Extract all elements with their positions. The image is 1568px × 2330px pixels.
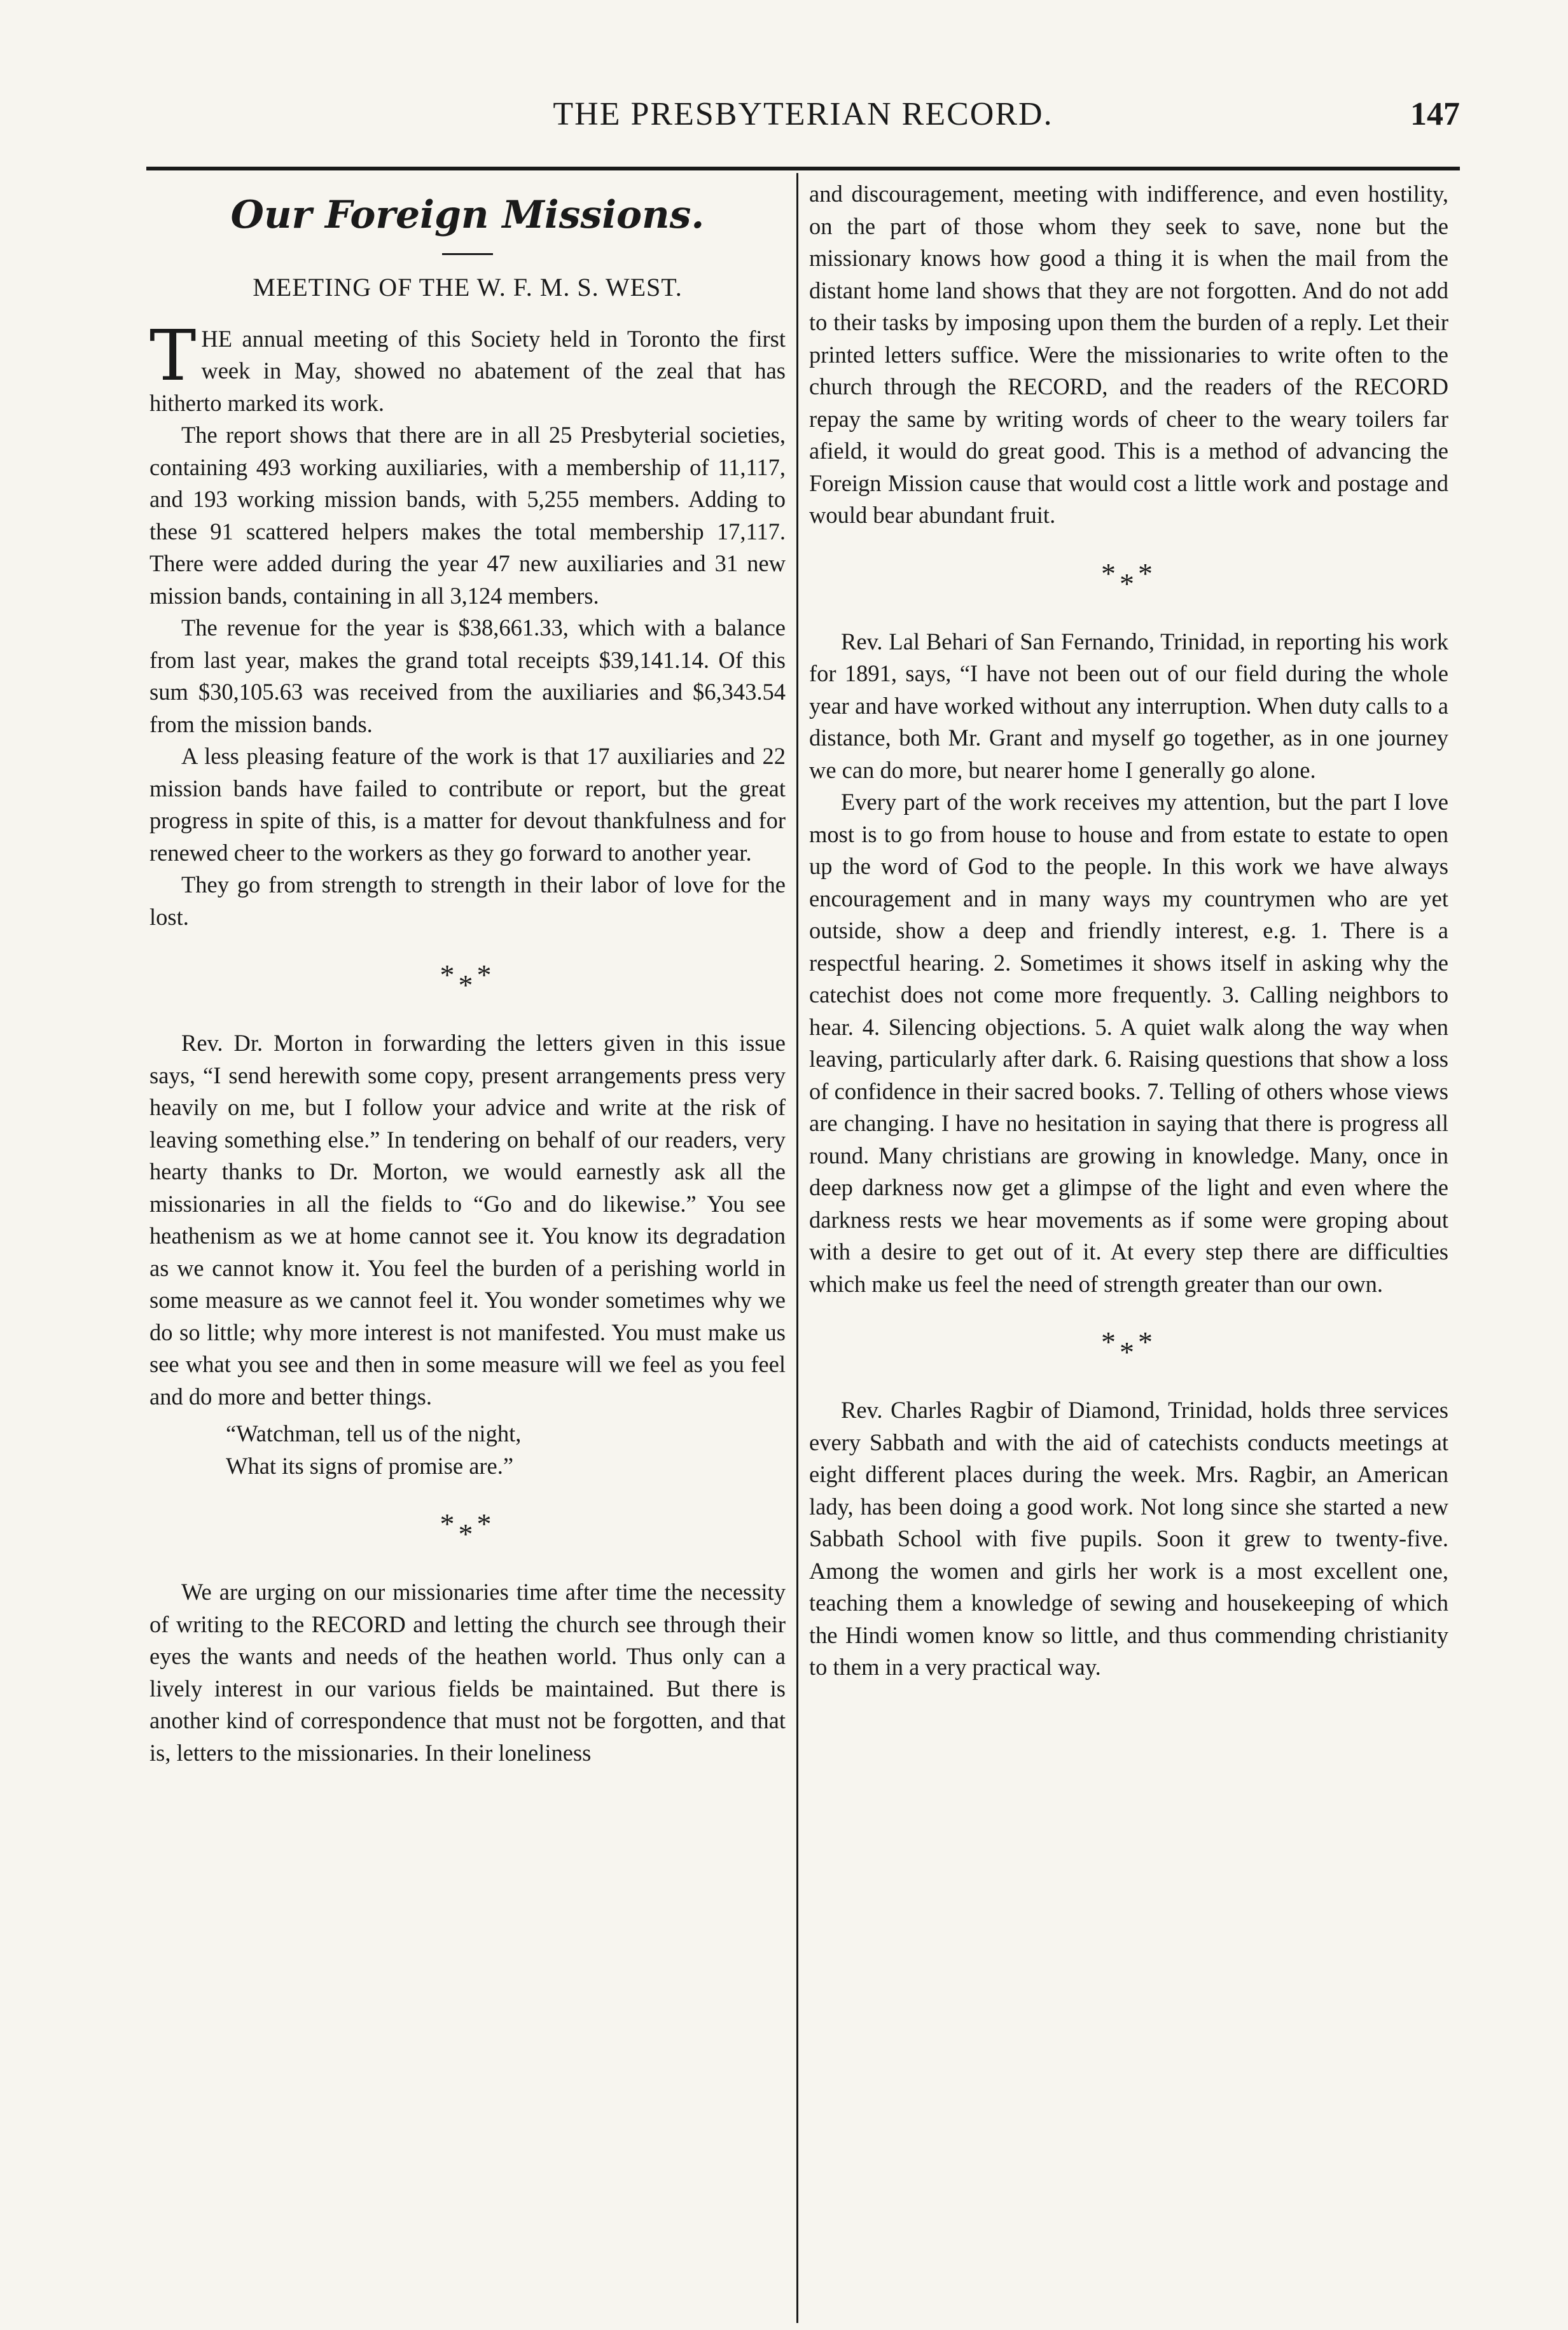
page-header bbox=[146, 89, 1460, 159]
paragraph: Every part of the work receives my attention, but the part I love most is to go from house to house and from estate to estate to open up the word of God to the people. In this work we have always encouragement and in many ways my countrymen who are yet outside, show a deep and friendly interest, e.g. 1. There is a respectful hearing. 2. Sometimes it shows itself in asking why the catechist does not come more frequently. 3. Calling neighbors to hear. 4. Silencing objections. 5. A quiet walk along the way when leaving, particularly after dark. 6. Raising questions that show a loss of confidence in their sacred books. 7. Telling of others whose views are changing. I have no hesitation in saying that there is progress all round. Many christians are growing in knowledge. Many, once in deep darkness now get a glimpse of the light and even where the darkness rests we hear movements as if some were groping about with a desire to get out of it. At every step there are difficulties which make us feel the need of strength greater than our own. bbox=[809, 789, 1448, 1297]
article-subhead: MEETING OF THE W. F. M. S. WEST. bbox=[253, 273, 683, 302]
asterism-divider: *** bbox=[440, 959, 496, 1001]
paragraph bbox=[149, 314, 786, 420]
paragraph: Rev. Charles Ragbir of Diamond, Trinidad, holds three services every Sabbath and with the aid of catechists conducts meetings at eight different places during the week. Mrs. Ragbir, an American lady, has been doing a good work. Not long since she started a new Sabbath School with five pupils. Soon it grew to twenty-five. Among the women and girls her work is a most excellent one, teaching them a knowledge of sewing and housekeeping of which the Hindi women know so little, and thus commending christianity to them in a very practical way. bbox=[809, 1397, 1448, 1680]
verse-line: “Watchman, tell us of the night, bbox=[226, 1420, 522, 1446]
asterism-divider: *** bbox=[1101, 557, 1156, 600]
paragraph-text: HE annual meeting of this Society held in Toronto the first week in May, showed no abatement of the zeal that has hitherto marked its work. bbox=[149, 325, 786, 416]
paragraph: Rev. Lal Behari of San Fernando, Trinidad, in reporting his work for 1891, says, “I have not been out of our field during the whole year and have worked without any interruption. When duty calls to a distance, both Mr. Grant and myself go together, as in one journey we can do more, but nearer home I generally go alone. bbox=[809, 628, 1448, 783]
section-title: Our Foreign Missions. bbox=[230, 193, 705, 237]
page-number: 147 bbox=[1410, 96, 1460, 132]
header-rule bbox=[146, 167, 1460, 170]
verse-quote bbox=[226, 1418, 786, 1482]
title-rule bbox=[442, 253, 493, 255]
right-column bbox=[809, 178, 1448, 1684]
paragraph: A less pleasing feature of the work is that 17 auxiliaries and 22 mission bands have failed to contribute or report, but the great progress in spite of this, is a matter for devout thankfulness and for renewed cheer to the workers as they go forward to another year. bbox=[149, 743, 786, 866]
drop-cap: T bbox=[149, 314, 197, 396]
paragraph: They go from strength to strength in their labor of love for the lost. bbox=[149, 871, 786, 930]
left-column bbox=[149, 178, 786, 1769]
paragraph: We are urging on our missionaries time after time the necessity of writing to the RECORD and letting the church see through their eyes the wants and needs of the heathen world. Thus only can a lively interest in our various fields be maintained. But there is another kind of correspondence that must not be forgotten, and that is, letters to the missionaries. In their loneliness bbox=[149, 1579, 786, 1766]
paragraph: The revenue for the year is $38,661.33, which with a balance from last year, makes the grand total receipts $39,141.14. Of this sum $30,105.63 was received from the auxiliaries and $6,343.54 from the mission bands. bbox=[149, 614, 786, 737]
asterism-divider: *** bbox=[440, 1508, 496, 1550]
column-divider bbox=[796, 173, 798, 2323]
asterism-divider: *** bbox=[1101, 1326, 1156, 1368]
paragraph: and discouragement, meeting with indifference, and even hostility, on the part of those whom they seek to save, none but the missionary knows how good a thing it is when the mail from the distant home land shows that they are not forgotten. And do not add to their tasks by imposing upon them the burden of a reply. Let their printed letters suffice. Were the missionaries to write often to the church through the RECORD, and the readers of the RECORD repay the same by writing words of cheer to the weary toilers far afield, it would do great good. This is a method of advancing the Foreign Mission cause that would cost a little work and postage and would bear abundant fruit. bbox=[809, 181, 1448, 528]
verse-line: What its signs of promise are.” bbox=[226, 1452, 514, 1479]
running-head: THE PRESBYTERIAN RECORD. bbox=[553, 96, 1053, 132]
paragraph: The report shows that there are in all 25 Presbyterial societies, containing 493 working auxiliaries, with a membership of 11,117, and 193 working mission bands, with 5,255 members. Adding to these 91 scattered helpers makes the total membership 17,117. There were added during the year 47 new auxiliaries and 31 new mission bands, containing in all 3,124 members. bbox=[149, 422, 786, 609]
paragraph: Rev. Dr. Morton in forwarding the letters given in this issue says, “I send herewith some copy, present arrangements press very heavily on me, but I follow your advice and write at the risk of leaving something else.” In tendering on behalf of our readers, very hearty thanks to Dr. Morton, we would earnestly ask all the missionaries in all the fields to “Go and do likewise.” You see heathenism as we at home cannot see it. You know its degradation as we cannot know it. You feel the burden of a perishing world in some measure as we cannot feel it. You wonder sometimes why we do so little; why more interest is not manifested. You must make us see what you see and then in some measure will we feel as you feel and do more and better things. bbox=[149, 1030, 786, 1410]
